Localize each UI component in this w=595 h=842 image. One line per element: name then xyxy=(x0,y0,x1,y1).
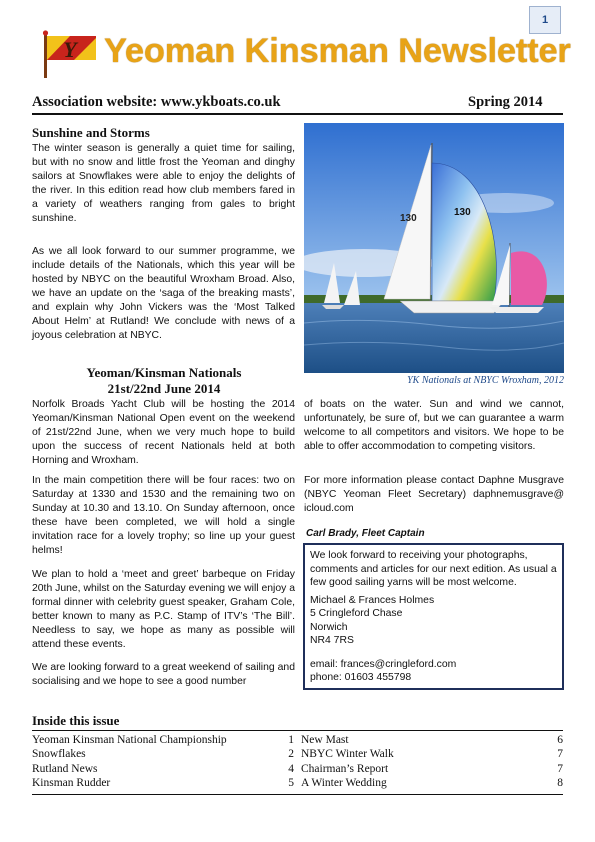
toc-page: 5 xyxy=(288,777,294,790)
page-number: 1 xyxy=(529,6,561,34)
toc-item[interactable] xyxy=(301,776,563,790)
contact-phone: phone: 01603 455798 xyxy=(310,672,412,683)
header-divider xyxy=(32,113,563,115)
toc-title: Rutland News xyxy=(32,762,98,775)
contact-address-line2: Norwich xyxy=(310,621,348,633)
sail-number-1: 130 xyxy=(400,213,417,224)
toc-title: A Winter Wedding xyxy=(301,777,387,790)
sunshine-paragraph-1: The winter season is generally a quiet time for sailing, but with no snow and little frost the Yeoman and dinghy sailors at Snowflakes were able to enjoy the delights of the river. In this edition read how club members fared in a variety of weathers ranging from gales to bright sunshine. xyxy=(32,143,295,224)
association-website: Association website: www.ykboats.co.uk xyxy=(32,94,281,110)
inside-issue-heading: Inside this issue xyxy=(32,713,120,728)
toc-right-column xyxy=(301,733,563,791)
toc-title: New Mast xyxy=(301,734,349,746)
logo-letter: Y xyxy=(63,37,77,62)
edition-label: Spring 2014 xyxy=(468,94,543,110)
newsletter-title: Yeoman Kinsman Newsletter xyxy=(104,32,571,70)
nationals-paragraph-6: For more information please contact Daphne Musgrave (NBYC Yeoman Fleet Secretary) daphnemusgrave@ icloud.com xyxy=(304,475,564,514)
toc-title: Chairman’s Report xyxy=(301,762,389,775)
nationals-heading-line2: 21st/22nd June 2014 xyxy=(107,381,221,396)
toc-page: 7 xyxy=(557,748,563,761)
fleet-captain-signoff: Carl Brady, Fleet Captain xyxy=(306,528,425,539)
nationals-paragraph-5: of boats on the water. Sun and wind we cannot, unfortunately, be sure of, but we can guarantee a warm welcome to all competitors and visitors. We hope to be able to offer accommodation to competing visitors. xyxy=(304,399,564,452)
nationals-paragraph-2: In the main competition there will be four races: two on Saturday at 1330 and 1530 and the remaining two on Sunday at 10.30 and 13.10. On Sunday afternoon, once these have been completed, we will hold a single invitation race for a lovely trophy; so line up your guest helms! xyxy=(32,475,295,556)
contact-email: email: frances@cringleford.com xyxy=(310,658,457,670)
nationals-paragraph-4: We are looking forward to a great weekend of sailing and socialising and we hope to see a good number xyxy=(32,662,295,687)
sunshine-paragraph-2: As we all look forward to our summer programme, we include details of the Nationals, which this year will be hosted by NBYC on the beautiful Wroxham Broad. Also, we have an update on the ‘saga of the breaking masts’, and explain why John Vickers was the ‘Most Talked About Helm’ at Rutland! We conclude with news of a joyous celebration at NBYC. xyxy=(32,246,295,341)
nationals-heading xyxy=(32,365,296,397)
toc-item[interactable] xyxy=(301,762,563,776)
toc-page: 2 xyxy=(288,748,294,761)
sunshine-heading: Sunshine and Storms xyxy=(32,125,150,140)
toc-page: 1 xyxy=(288,734,294,746)
footer-divider xyxy=(32,794,563,795)
contact-box xyxy=(303,543,564,690)
regatta-photo xyxy=(304,123,564,373)
toc-item[interactable] xyxy=(32,733,294,747)
toc-page: 6 xyxy=(557,734,563,746)
toc-item[interactable] xyxy=(32,776,294,790)
toc-left-column xyxy=(32,733,294,791)
photo-caption: YK Nationals at NBYC Wroxham, 2012 xyxy=(407,375,564,386)
sail-number-2: 130 xyxy=(454,207,471,218)
toc-page: 8 xyxy=(557,777,563,790)
toc-item[interactable] xyxy=(32,762,294,776)
toc-item[interactable] xyxy=(301,747,563,761)
sailing-scene-illustration xyxy=(304,123,564,373)
toc-title: Yeoman Kinsman National Championship xyxy=(32,734,227,746)
toc-page: 4 xyxy=(288,762,294,775)
contact-postcode: NR4 7RS xyxy=(310,635,354,646)
nationals-paragraph-3: We plan to hold a ‘meet and greet’ barbeque on Friday 20th June, whilst on the Saturday evening we will enjoy a formal dinner with celebrity guest speaker, Graham Cole, better known to many as P.C. Stamp of ITV’s ‘The Bill’. Needless to say, we hope as many as possible will attend these events. xyxy=(32,569,295,650)
toc-title: Snowflakes xyxy=(32,748,86,761)
contact-name: Michael & Frances Holmes xyxy=(310,594,435,606)
inside-issue-divider xyxy=(32,730,563,731)
toc-title: NBYC Winter Walk xyxy=(301,748,394,761)
toc-title: Kinsman Rudder xyxy=(32,777,111,790)
nationals-paragraph-1: Norfolk Broads Yacht Club will be hosting the 2014 Yeoman/Kinsman National Open event on the weekend of 21st/22nd June, when we very much hope to build upon the success of recent Nationals held at both Horning and Wroxham. xyxy=(32,399,295,466)
nationals-heading-line1: Yeoman/Kinsman Nationals xyxy=(86,365,242,380)
contact-intro: We look forward to receiving your photographs, comments and articles for our next edition. As usual a few good sailing yarns will be most welcome. xyxy=(310,550,557,588)
toc-page: 7 xyxy=(557,762,563,775)
toc-item[interactable] xyxy=(301,733,563,747)
contact-address-line1: 5 Cringleford Chase xyxy=(310,608,403,619)
burgee-flag-icon xyxy=(40,30,98,80)
toc-item[interactable] xyxy=(32,747,294,761)
